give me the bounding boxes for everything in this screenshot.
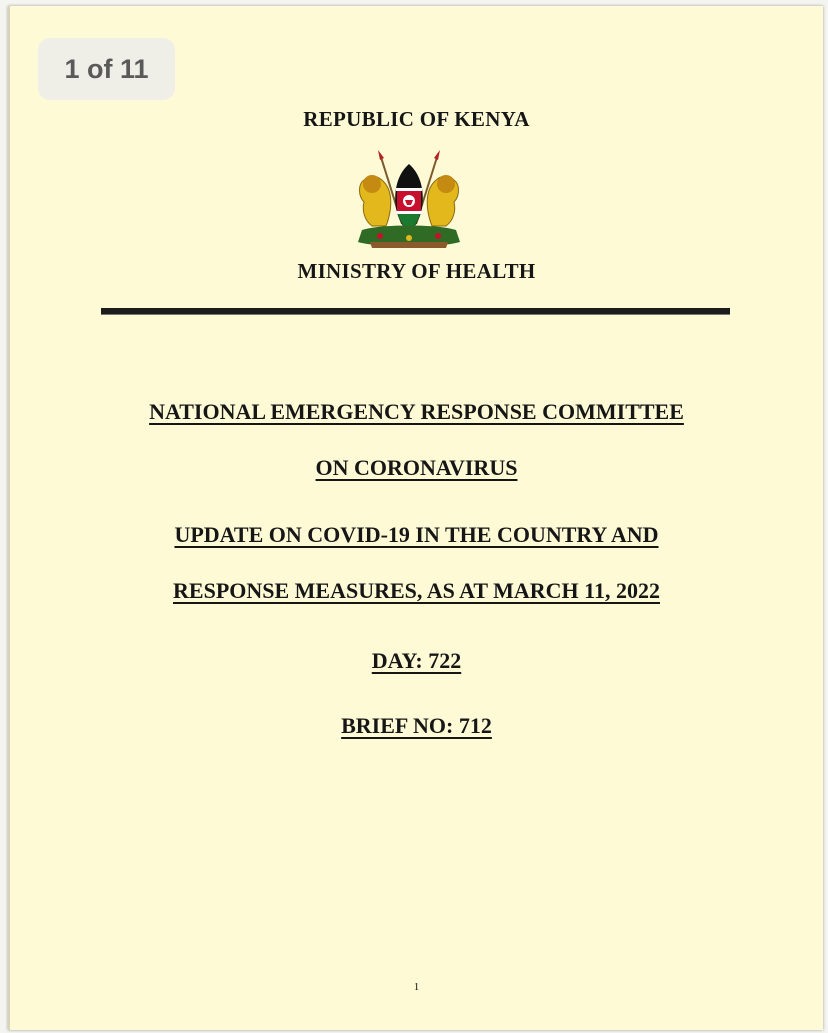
header-divider <box>101 308 730 315</box>
brief-number-label: BRIEF NO: 712 <box>341 713 492 738</box>
page-counter-badge: 1 of 11 <box>38 38 175 100</box>
page-number: 1 <box>413 981 420 993</box>
country-heading: REPUBLIC OF KENYA <box>303 107 530 131</box>
committee-title-line-1: NATIONAL EMERGENCY RESPONSE COMMITTEE <box>149 399 684 424</box>
document-page[interactable] <box>8 6 823 1030</box>
kenya-coat-of-arms-icon <box>350 150 468 250</box>
day-label: DAY: 722 <box>371 648 462 673</box>
update-title-line-1: UPDATE ON COVID-19 IN THE COUNTRY AND <box>174 522 659 547</box>
update-title-line-2: RESPONSE MEASURES, AS AT MARCH 11, 2022 <box>173 578 660 603</box>
ministry-heading: MINISTRY OF HEALTH <box>297 259 536 283</box>
committee-title-line-2: ON CORONAVIRUS <box>315 455 518 480</box>
